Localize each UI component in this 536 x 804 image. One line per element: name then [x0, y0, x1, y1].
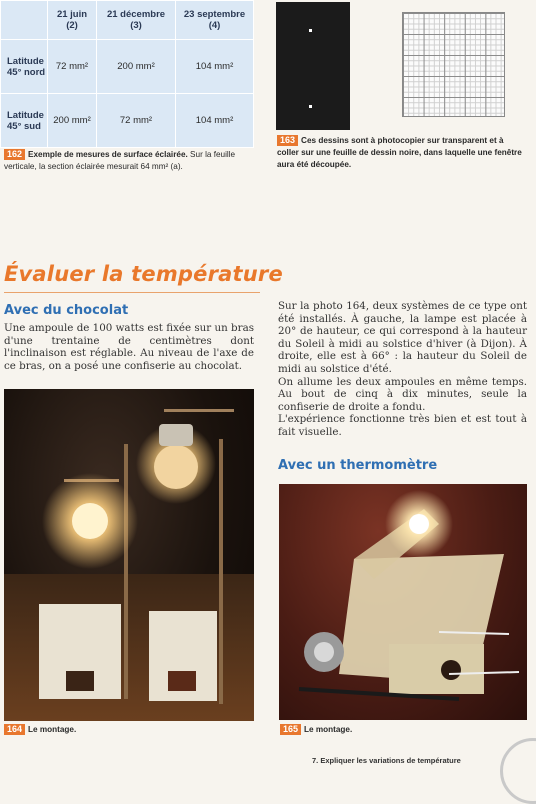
paragraph-2-text: Sur la photo 164, deux systèmes de ce type ont été installés. À gauche, la lampe est placée à 20° de hauteur, ce qui correspond à la hauteur du Soleil à midi au solstice d'hiver (à Dijon). À droite, elle est à 66° : la hauteur du Soleil de midi au solstice d'été. — [278, 300, 527, 375]
caption-text: Sur la feuille verticale, la section éclairée mesurait 64 mm² (a). — [4, 150, 236, 171]
caption-text: Le montage. — [304, 725, 353, 734]
table-cell: 72 mm² — [97, 94, 176, 148]
subheading-thermometre: Avec un thermomètre — [278, 458, 438, 473]
paragraph-2 — [278, 300, 527, 439]
table-row — [1, 40, 254, 94]
section-title: Évaluer la température — [4, 262, 283, 286]
caption-bold: Exemple de mesures de surface éclairée. — [28, 150, 188, 159]
page-corner-ornament — [500, 738, 536, 804]
table-cell: 72 mm² — [48, 40, 97, 94]
caption-text: Le montage. — [28, 725, 77, 734]
paragraph-4-text: L'expérience fonctionne très bien et est tout à fait visuelle. — [278, 413, 527, 438]
caption-text: Ces dessins sont à photocopier sur transparent et à coller sur une feuille de dessin noire, dans laquelle une fenêtre aura été découpée. — [277, 136, 522, 169]
caption-163 — [277, 135, 527, 171]
figure-number: 162 — [4, 149, 25, 160]
table-cell: 200 mm² — [48, 94, 97, 148]
table-cell: 104 mm² — [176, 94, 254, 148]
running-footer: 7. Expliquer les variations de température — [312, 756, 461, 765]
table-row-header: Latitude 45° sud — [1, 94, 48, 148]
measurement-table — [0, 0, 254, 148]
table-col-header: 21 décembre (3) — [97, 1, 176, 40]
caption-164 — [4, 724, 76, 736]
paragraph-1: Une ampoule de 100 watts est fixée sur un bras d'une trentaine de centimètres dont l'inclinaison est réglable. Au niveau de l'axe de ce bras, on a posé une confiserie au chocolat. — [4, 322, 254, 372]
marker-dot — [309, 105, 312, 108]
table-corner — [1, 1, 48, 40]
black-transparent-sheet — [276, 2, 350, 130]
title-rule — [4, 292, 260, 293]
subheading-chocolat: Avec du chocolat — [4, 303, 129, 318]
table-row — [1, 94, 254, 148]
figure-number: 164 — [4, 724, 25, 735]
photo-165-illustration — [279, 484, 527, 720]
marker-dot — [309, 29, 312, 32]
table-cell: 104 mm² — [176, 40, 254, 94]
table-row-header: Latitude 45° nord — [1, 40, 48, 94]
caption-165 — [280, 724, 352, 736]
figure-number: 165 — [280, 724, 301, 735]
table-col-header: 23 septembre (4) — [176, 1, 254, 40]
paragraph-3-text: On allume les deux ampoules en même temps. Au bout de cinq à dix minutes, seule la confiserie de droite a fondu. — [278, 375, 527, 413]
table-cell: 200 mm² — [97, 40, 176, 94]
photo-165 — [279, 484, 527, 720]
grid-sheet — [402, 12, 505, 117]
photo-164-illustration — [4, 389, 254, 721]
figure-number: 163 — [277, 135, 298, 146]
caption-162 — [4, 149, 256, 173]
photo-164 — [4, 389, 254, 721]
table-col-header: 21 juin (2) — [48, 1, 97, 40]
